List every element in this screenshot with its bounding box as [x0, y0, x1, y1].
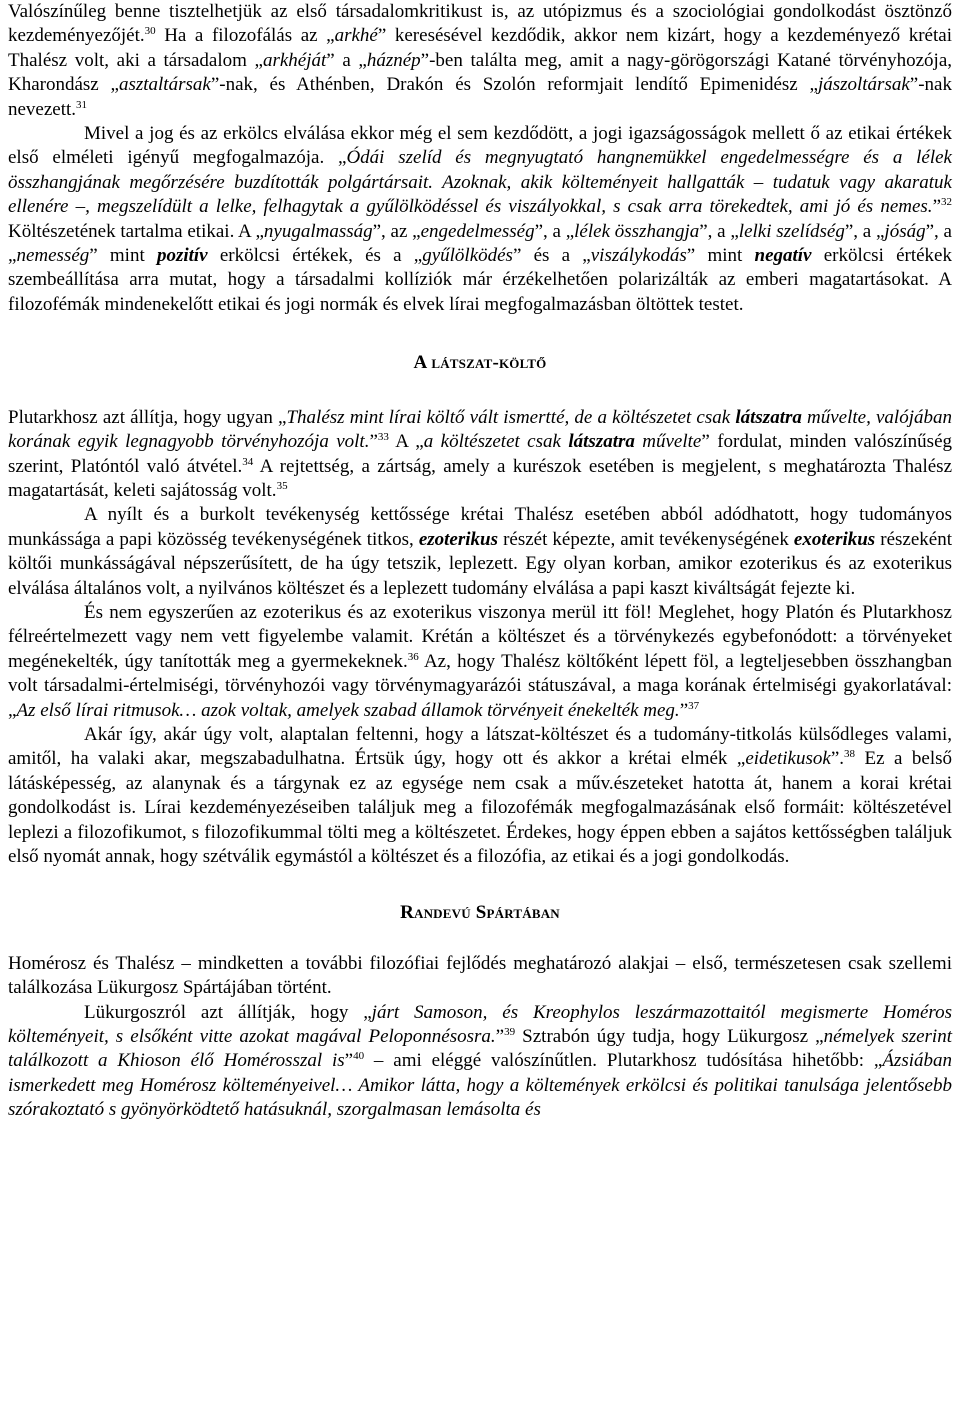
paragraph-1: Valószínűleg benne tisztelhetjük az első társadalomkritikust is, az utópizmus és a szociológiai gondolkodást ösztönző kezdeményezőjét.$^{30}$ Ha a filozofálás az „arkhé” keresésével kezdődik, akkor nem kizárt, hogy a kezdeményező krétai Thalész volt, aki a társadalom „arkhéját” a „háznép”-ben találta meg, amit a nagy-görögországi Katané törvényhozója, Kharondász „asztaltársak”-nak, és Athénben, Drakón és Szolón reformjait lendítő Epimenidész „jászoltársak”-nak nevezett.$^{31}$ — [8, 1, 952, 120]
paragraph-3: Plutarkhosz azt állítja, hogy ugyan „Thalész mint lírai költő vált ismertté, de a költészetet csak látszatra művelte, valójában korának egyik legnagyobb törvényhozója volt.”$^{33}$ A „a költészetet csak látszatra művelte” fordulat, minden valószínűség szerint, Platóntól való átvétel.$^{34}$ A rejtettség, a zártság, amely a kurészok esetében is megjelent, s meghatározta Thalész magatartását, keleti sajátosság volt.$^{35}$ — [8, 406, 953, 501]
paragraph-5: És nem egyszerűen az ezoterikus és az exoterikus viszonya merül itt föl! Meglehet, hogy Platón és Plutarkhosz félreértelmezett vagy nem vett figyelembe valamit. Krétán a költészet és a törvénykezés egybefonódott: a törvényeket megénekelték, úgy tanították meg a gyermekeknek.$^{36}$ Az, hogy Thalész költőként lépett föl, a legteljesebben összhangban volt társadalmi-értelmiségi, törvényhozói vagy törvénymagyarázói státuszával, a maga korának értelmiségi gyakorlatával: „Az első lírai ritmusok… azok voltak, amelyek szabad államok törvényeit énekelték meg.”$^{37}$ — [8, 601, 952, 721]
paragraph-7: Homérosz és Thalész – mindketten a további filozófiai fejlődés meghatározó alakjai – első, természetesen csak szellemi találkozása Lükurgosz Spártájában történt. — [8, 952, 952, 999]
paragraph-6: Akár így, akár úgy volt, alaptalan feltenni, hogy a látszat-költészet és a tudomány-titkolás külsődleges valami, amitől, ha valaki akar, megszabadulhatna. Értsük úgy, hogy ott és akkor a krétai elmék „eidetikusok”.$^{38}$ Ez a belső látásképesség, az alanynak és a tárgynak ez az egysége nem csak a műv.észeteket hatotta át, hanem a korai krétai gondolkodást is. Lírai kezdeményezéseiben találjuk meg a filozofémák megfogalmazásának első formáit: költészetével leplezi a filozofikumot, s filozofikummal tölti meg a költészetet. Érdekes, hogy éppen ebben a sajátos kettősségben találjuk első nyomát annak, hogy szétválik egymástól a költészet és a filozófia, az etikai és a jogi gondolkodás. — [8, 723, 952, 867]
paragraph-2: Mivel a jog és az erkölcs elválása ekkor még el sem kezdődött, a jogi igazságosságok mellett ő az etikai értékek első elméleti igényű megfogalmazója. „Ódái szelíd és megnyugtató hangnemükkel engedelmességre és a lélek összhangjának megőrzésére buzdították polgártársait. Azoknak, akik költeményeit hallgatták – tudatuk vagy akaratuk ellenére –, megszelídült a lelke, felhagytak a gyűlölködéssel és viszályokkal, s csak arra törekedtek, ami jó és nemes.”$^{32}$ Költészetének tartalma etikai. A „nyugalmasság”, az „engedelmesség”, a „lélek összhangja”, a „lelki szelídség”, a „jóság”, a „nemesség” mint pozitív erkölcsi értékek, és a „gyűlölködés” és a „viszálykodás” mint negatív erkölcsi értékek szembeállítása arra mutat, hogy a társadalmi kollíziók már érzékelhetően polarizálták az emberi magatartásokat. A filozofémák mindenekelőtt etikai és jogi normák és elvek lírai megfogalmazásban öltöttek testet. — [8, 123, 952, 315]
section-heading-randevu-spartaban: Randevú Spártában — [400, 902, 560, 924]
section-heading-latszat-kolto: A látszat-költő — [413, 352, 547, 374]
paragraph-4: A nyílt és a burkolt tevékenység kettőssége krétai Thalész esetében abból adódhatott, hogy tudományos munkássága a papi közösség tevékenységének titkos, ezoterikus részét képezte, amit tevékenységének exoterikus részeként költői munkásságával népszerűsített, de ha úgy tetszik, leplezett. Egy olyan korban, amikor ezoterikus és az exoterikus elválása általános volt, a nyilvános költészet és a leplezett tudomány elválása a papi kaszt kiváltságát fejezte ki. — [8, 504, 952, 599]
paragraph-8: Lükurgoszról azt állítják, hogy „járt Samoson, és Kreophylos leszármazottaitól megismerte Homéros költeményeit, s elsőként vitte azokat magával Peloponnésosra.”$^{39}$ Sztrabón úgy tudja, hogy Lükurgosz „némelyek szerint találkozott a Khioson élő Homérosszal is”$^{40}$ – ami eléggé valószínűtlen. Plutarkhosz tudósítása hihetőbb: „Ázsiában ismerkedett meg Homérosz költeményeivel… Amikor látta, hogy a költemények erkölcsi és politikai tanulsága jelentősebb szórakoztató s gyönyörködtető hatásuknál, szorgalmasan lemásolta és — [8, 1001, 952, 1121]
